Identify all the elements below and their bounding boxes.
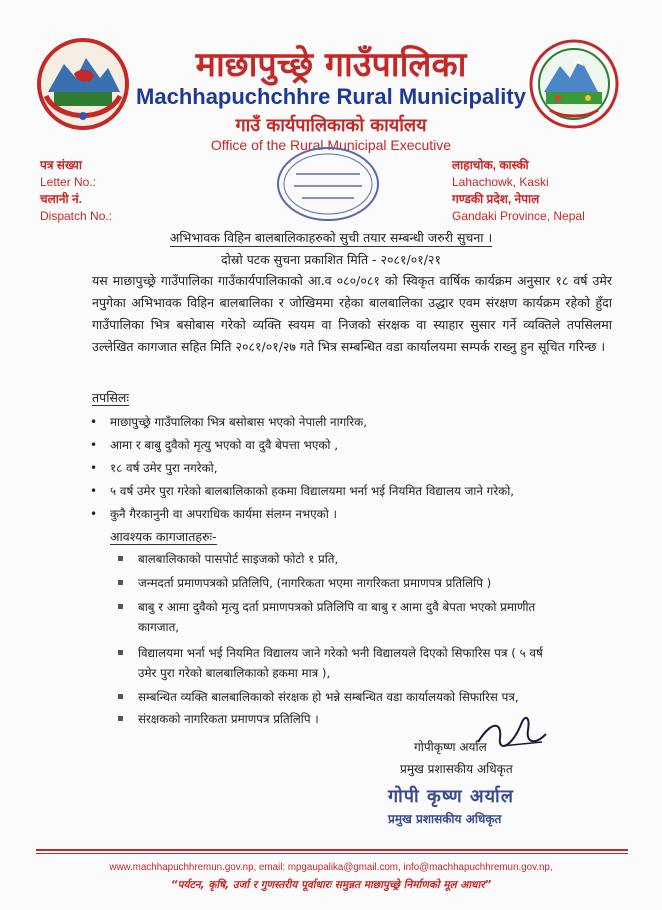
address-meta [452, 157, 585, 225]
municipality-name-en: Machhapuchchhre Rural Municipality [136, 84, 526, 109]
list-item-continuation: उमेर पुरा गरेको बालबालिकाको हकमा मात्र ), [138, 666, 331, 680]
municipality-name-np: माछापुच्छ्रे गाउँपालिका [195, 45, 467, 85]
address-np-1: लाहाचोक, कास्की [452, 158, 529, 172]
address-en-2: Gandaki Province, Nepal [452, 209, 585, 223]
office-seal-icon [274, 144, 382, 224]
notice-subject-text: अभिभावक विहिन बालबालिकाहरुको सुची तयार सम्बन्धी जरुरी सुचना । [169, 230, 493, 245]
address-en-1: Lahachowk, Kaski [452, 175, 549, 189]
list-item: विद्यालयमा भर्ना भई नियमित विद्यालय जाने गरेको भनी विद्यालयले दिएको सिफारिस पत्र ( ५ वर्ष [118, 644, 618, 664]
footer-rule-top [36, 849, 628, 851]
docs-list [118, 550, 618, 732]
docs-heading-text: आवश्यक कागजातहरुः- [110, 529, 217, 544]
signatory-designation: प्रमुख प्रशासकीय अधिकृत [400, 762, 513, 776]
letter-no-np: पत्र संख्या [40, 158, 82, 172]
list-item: • ५ वर्ष उमेर पुरा गरेको बालबालिकाको हकमा विद्यालयमा भर्ना भई नियमित विद्यालय जाने गरेको, [90, 484, 515, 498]
dispatch-no-en: Dispatch No.: [40, 209, 113, 223]
list-item-continuation: कागजात, [138, 620, 180, 634]
list-item: • कुनै गैरकानुनी वा अपराधिक कार्यमा संलग्न नभएको । [90, 507, 338, 521]
list-item: संरक्षकको नागरिकता प्रमाणपत्र प्रतिलिपि । [118, 710, 618, 732]
footer-slogan: “पर्यटन, कृषि, उर्जा र गुणस्तरीय पूर्वाधारः समुन्नत माछापुच्छ्रे निर्माणको मूल आधार” [170, 879, 492, 891]
docs-heading [110, 528, 217, 545]
list-item: सम्बन्धित व्यक्ति बालबालिकाको संरक्षक हो भन्ने सम्बन्धित वडा कार्यालयको सिफारिस पत्र, [118, 688, 618, 710]
list-item: बाबु र आमा दुवैको मृत्यु दर्ता प्रमाणपत्रको प्रतिलिपि वा बाबु र आमा दुवै बेपता भएको प्रमाणीत [118, 598, 618, 618]
letter-meta [40, 157, 112, 225]
list-item: जन्मदर्ता प्रमाणपत्रको प्रतिलिपि, (नागरिकता भएमा नागरिकता प्रमाणपत्र प्रतिलिपि ) [118, 574, 618, 598]
tapsil-heading-text: तपसिलः [92, 390, 129, 405]
notice-body: यस माछापुच्छ्रे गाउँपालिका गाउँकार्यपालिकाको आ.व ०८०/०८१ को स्विकृत वार्षिक कार्यक्रम अनुसार १८ वर्ष उमेर नपुगेका अभिभावक विहिन बालबालिका र जोखिममा रहेका बालबालिका उद्धार एवम संरक्षण कार्यक्रम रहेको हुँदा गाउँपालिका भित्र बसोबास गरेको व्यक्ति स्वयम वा निजको संरक्षक वा स्याहार सुसार गर्ने व्यक्तिले तपसिलमा उल्लेखित कागजात सहित मिति २०८१/०१/२७ गते भित्र सम्बन्धित वडा कार्यालयमा सम्पर्क राख्नु हुन सूचित गरिन्छ । [92, 273, 612, 354]
list-item: • आमा र बाबु दुवैको मृत्यु भएको वा दुवै बेपत्ता भएको , [90, 438, 338, 452]
office-name-en: Office of the Rural Municipal Executive [210, 137, 452, 153]
tapsil-heading [92, 389, 129, 406]
office-name-np: गाउँ कार्यपालिकाको कार्यालय [235, 115, 427, 136]
publication-date: दोस्रो पटक सुचना प्रकाशित मिति - २०८१/०१/२१ [221, 252, 441, 267]
stamp-designation: प्रमुख प्रशासकीय अधिकृत [388, 812, 502, 826]
notice-subject [0, 229, 662, 246]
name-stamp [388, 784, 558, 834]
signatory-name: गोपीकृष्ण अर्याल [414, 740, 487, 754]
footer-rule-thin [36, 853, 628, 854]
list-item: • १८ वर्ष उमेर पुरा नगरेको, [90, 461, 218, 475]
dispatch-no-np: चलानी नं. [40, 192, 82, 206]
list-item: • माछापुच्छ्रे गाउँपालिका भित्र बसोबास भएको नेपाली नागरिक, [90, 415, 367, 429]
address-np-2: गण्डकी प्रदेश, नेपाल [452, 192, 540, 206]
footer-contacts: www.machhapuchhremun.gov.np, email: mpgaupalika@gmail.com, info@machhapuchhremun.gov.np, [109, 862, 553, 873]
letter-no-en: Letter No.: [40, 175, 97, 189]
tapsil-list [90, 413, 610, 528]
list-item: बालबालिकाको पासपोर्ट साइजको फोटो १ प्रति, [118, 550, 618, 574]
stamp-name: गोपी कृष्ण अर्याल [388, 786, 514, 807]
